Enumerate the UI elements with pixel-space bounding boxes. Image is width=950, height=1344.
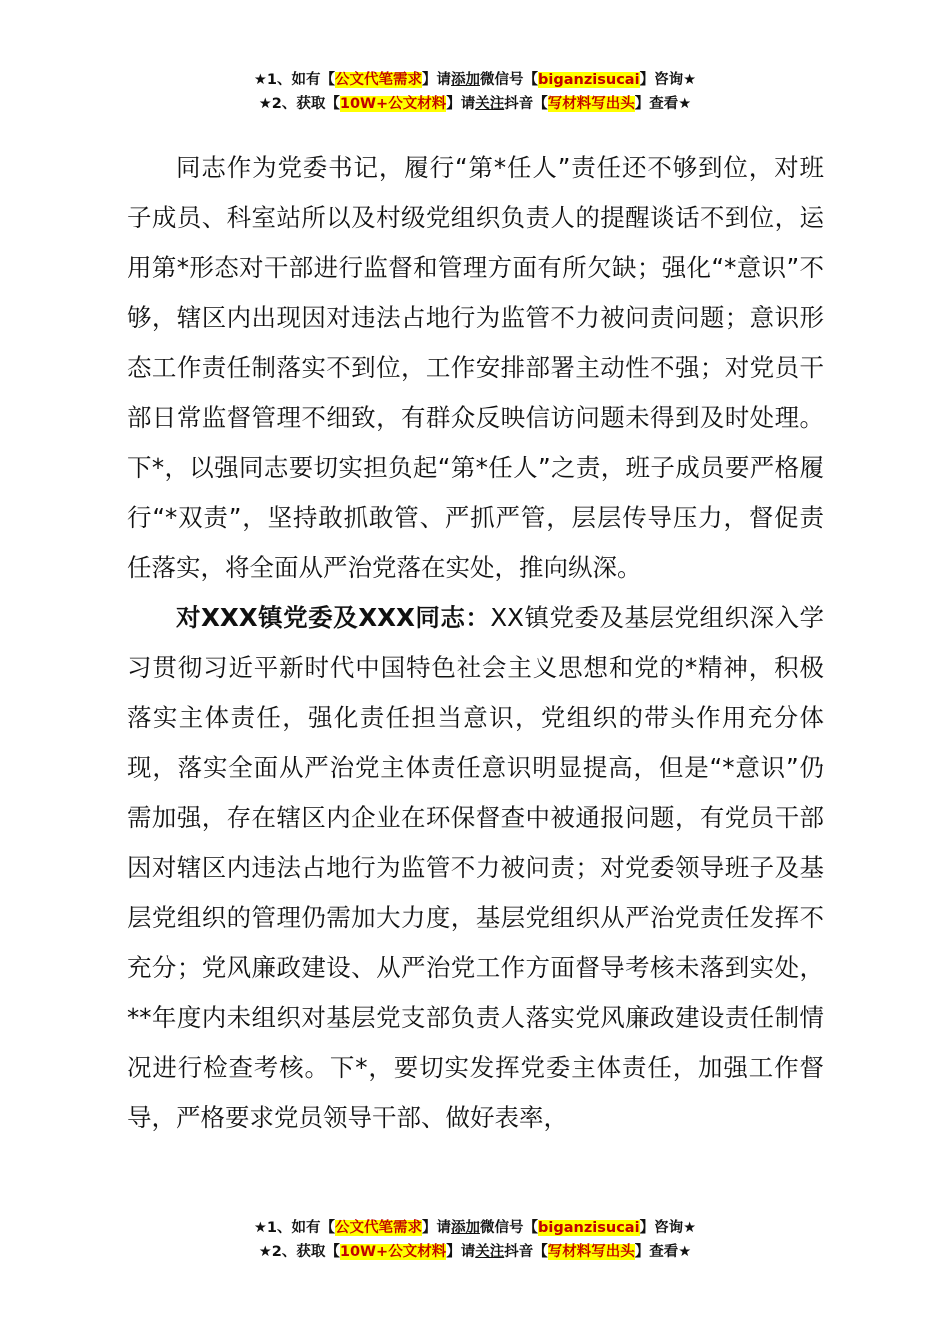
banner-text: 】咨询★ xyxy=(639,72,697,88)
highlight-douyin-account: 写材料写出头 xyxy=(547,96,635,112)
paragraph-text: XX镇党委及基层党组织深入学习贯彻习近平新时代中国特色社会主义思想和党的*精神，积极落实主体责任，强化责任担当意识，党组织的带头作用充分体现，落实全面从严治党主体责任意识明显提高，但是“*意识”仍需加强，存在辖区内企业在环保督查中被通报问题，有党员干部因对辖区内违法占地行为监管不力被问责；对党委领导班子及基层党组织的管理仍需加大力度，基层党组织从严治党责任发挥不充分；党风廉政建设、从严治党工作方面督导考核未落到实处，**年度内未组织对基层党支部负责人落实党风廉政建设责任制情况进行检查考核。下*，要切实发挥党委主体责任，加强工作督导，严格要求党员领导干部、做好表率， xyxy=(127,603,824,1132)
highlight-materials: 10W+公文材料 xyxy=(339,96,447,112)
highlight-wechat-id: biganzisucai xyxy=(538,1220,640,1236)
highlight-service: 公文代笔需求 xyxy=(335,1220,423,1236)
footer-banner xyxy=(0,1216,950,1264)
paragraph xyxy=(127,593,824,1143)
banner-text: 】查看★ xyxy=(634,96,692,112)
underlined-text: 添加 xyxy=(451,72,481,88)
header-banner-line-2 xyxy=(0,92,950,116)
banner-text: 微信号【 xyxy=(480,1220,539,1236)
highlight-materials: 10W+公文材料 xyxy=(339,1244,447,1260)
banner-text: 】咨询★ xyxy=(639,1220,697,1236)
paragraph-text: 同志作为党委书记，履行“第*任人”责任还不够到位，对班子成员、科室站所以及村级党组织负责人的提醒谈话不到位，运用第*形态对干部进行监督和管理方面有所欠缺；强化“*意识”不够，辖区内出现因对违法占地行为监管不力被问责问题；意识形态工作责任制落实不到位，工作安排部署主动性不强；对党员干部日常监督管理不细致，有群众反映信访问题未得到及时处理。下*，以强同志要切实担负起“第*任人”之责，班子成员要严格履行“*双责”，坚持敢抓敢管、严抓严管，层层传导压力，督促责任落实，将全面从严治党落在实处，推向纵深。 xyxy=(127,153,824,582)
banner-text: 】请 xyxy=(422,1220,452,1236)
underlined-text: 关注 xyxy=(475,96,505,112)
banner-text: ★2、获取【 xyxy=(258,1244,340,1260)
banner-text: 】请 xyxy=(446,96,476,112)
paragraph xyxy=(127,143,824,593)
highlight-wechat-id: biganzisucai xyxy=(538,72,640,88)
banner-text: 】查看★ xyxy=(634,1244,692,1260)
banner-text: ★1、如有【 xyxy=(253,72,336,88)
banner-text: ★2、获取【 xyxy=(258,96,340,112)
highlight-service: 公文代笔需求 xyxy=(335,72,423,88)
underlined-text: 添加 xyxy=(451,1220,481,1236)
banner-text: 微信号【 xyxy=(480,72,539,88)
footer-banner-line-1 xyxy=(0,1216,950,1240)
banner-text: 抖音【 xyxy=(504,1244,548,1260)
underlined-text: 关注 xyxy=(475,1244,505,1260)
banner-text: 】请 xyxy=(422,72,452,88)
banner-text: 】请 xyxy=(446,1244,476,1260)
document-body xyxy=(127,143,824,1143)
banner-text: ★1、如有【 xyxy=(253,1220,336,1236)
footer-banner-line-2 xyxy=(0,1240,950,1264)
header-banner xyxy=(0,68,950,116)
paragraph-lead: 对XXX镇党委及XXX同志： xyxy=(176,603,491,632)
highlight-douyin-account: 写材料写出头 xyxy=(547,1244,635,1260)
banner-text: 抖音【 xyxy=(504,96,548,112)
header-banner-line-1 xyxy=(0,68,950,92)
